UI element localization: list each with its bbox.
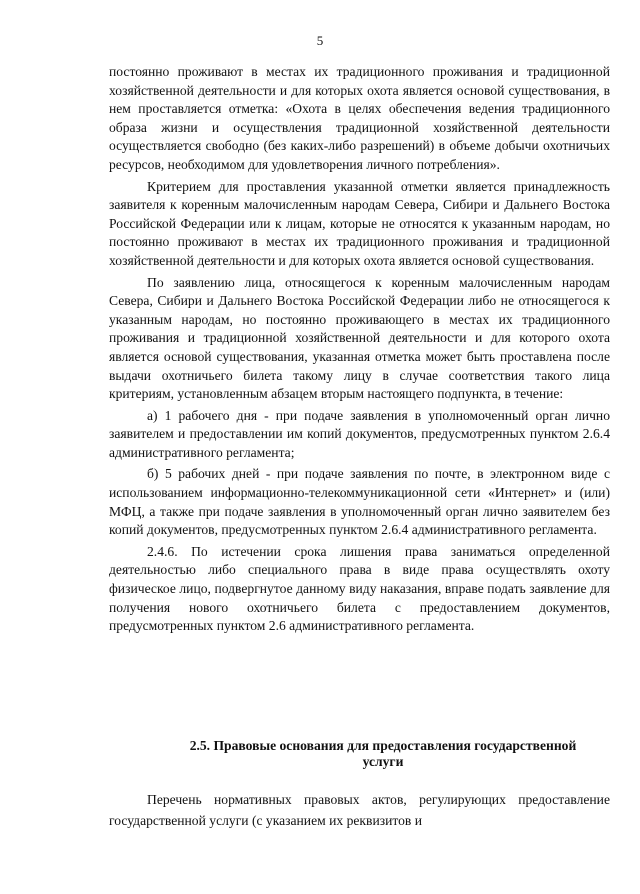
section-heading-line-1: 2.5. Правовые основания для предоставления государственной bbox=[189, 738, 577, 753]
paragraph-item-a: а) 1 рабочего дня - при подаче заявления в уполномоченный орган лично заявителем и предоставлении им копий документов, предусмотренных пунктом 2.6.4 административного регламента; bbox=[109, 407, 610, 460]
paragraph-criterion: Критерием для проставления указанной отметки является принадлежность заявителя к коренным малочисленным народам Севера, Сибири и Дальнего Востока Российской Федерации или к лицам, которые не относятся к указанным народам, но постоянно проживают в местах их традиционного проживания и традиционной хозяйственной деятельности и для которых охота является основой существования. bbox=[109, 178, 610, 268]
paragraph-item-b: б) 5 рабочих дней - при подаче заявления по почте, в электронном виде с использованием информационно-телекоммуникационной сети «Интернет» и (или) МФЦ, а также при подаче заявления в уполномоченный орган лично заявителем без копий документов, предусмотренных пунктом 2.6.4 административного регламента. bbox=[109, 466, 610, 538]
body-text-lower bbox=[109, 789, 610, 831]
paragraph-legal-acts-list: Перечень нормативных правовых актов, регулирующих предоставление государственной услуги (с указанием их реквизитов и bbox=[109, 792, 610, 828]
section-heading-2-5 bbox=[109, 738, 640, 769]
paragraph-2-4-6: 2.4.6. По истечении срока лишения права заниматься определенной деятельностью либо специального права в виде права осуществлять охоту физическое лицо, подвергнутое данному виду наказания, вправе подать заявление для получения нового охотничьего билета с предоставлением документов, предусмотренных пунктом 2.6 административного регламента. bbox=[109, 543, 610, 634]
paragraph-hunting-mark: постоянно проживают в местах их традиционного проживания и традиционной хозяйственной деятельности и для которых охота является основой существования, в нем проставляется отметка: «Охота в целях обеспечения ведения традиционного образа жизни и осуществления традиционной хозяйственной деятельности осуществляется свободно (без каких-либо разрешений) в объеме добычи охотничьих ресурсов, необходимом для удовлетворения личного потребления». bbox=[109, 64, 610, 172]
page-number: 5 bbox=[316, 33, 324, 48]
section-heading-line-2: услуги bbox=[362, 753, 404, 769]
paragraph-applicant-request: По заявлению лица, относящегося к коренным малочисленным народам Севера, Сибири и Дальнего Востока Российской Федерации либо не относящегося к указанным народам, но постоянно проживающего в местах их традиционного проживания и традиционной хозяйственной деятельности и для которого охота является основой существования, указанная отметка может быть проставлена после выдачи охотничьего билета такому лицу в случае соответствия такого лица критериям, установленным абзацем вторым настоящего подпункта, в течение: bbox=[109, 274, 610, 402]
body-text-upper bbox=[109, 63, 610, 636]
